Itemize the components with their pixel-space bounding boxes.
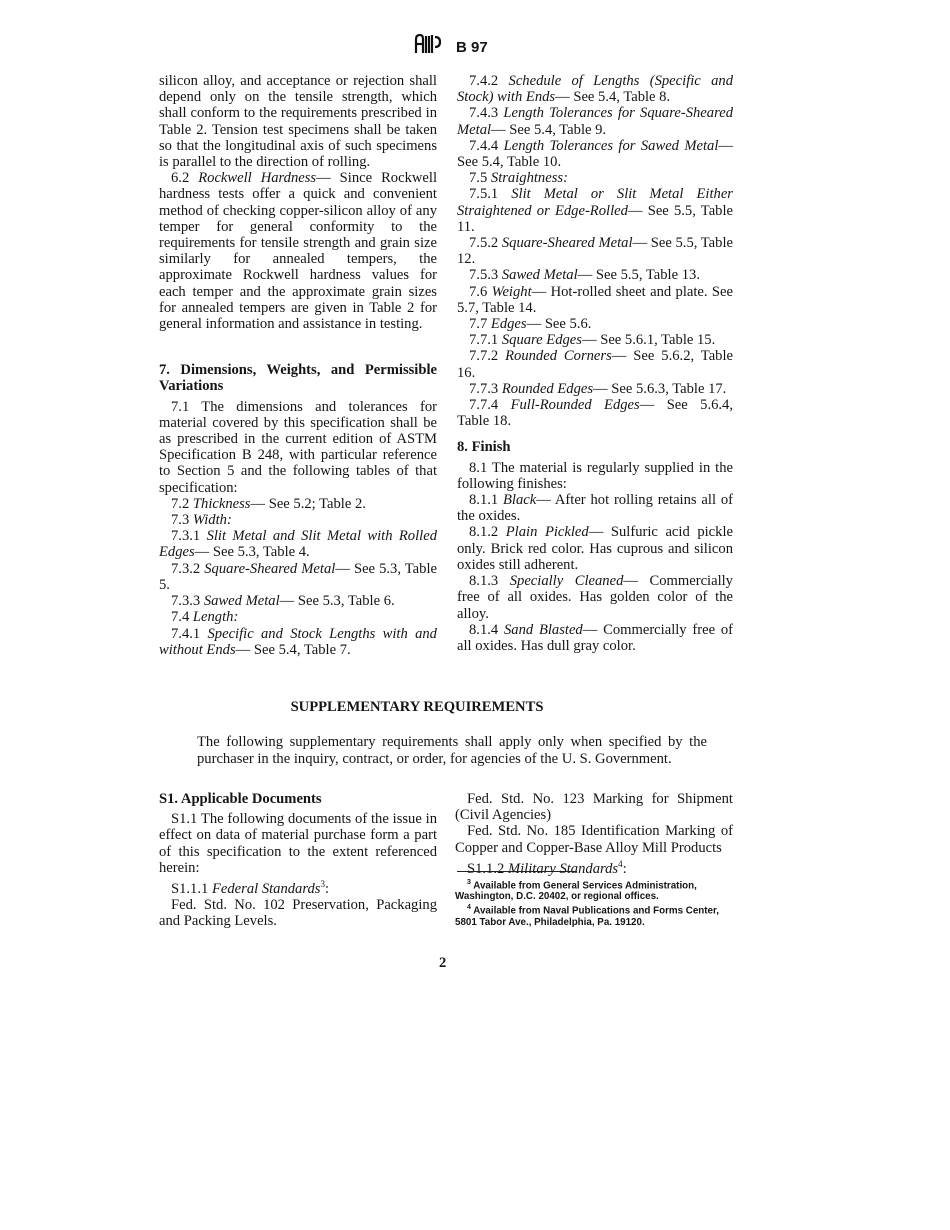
footnote-3: $^3$ Available from General Services Administration, Washington, D.C. 20402, or regional offices.: [455, 879, 697, 903]
paragraph-8-1-4: 8.1.4 Sand Blasted— Commercially free of all oxides. Has dull gray color.: [457, 621, 733, 654]
paragraph-7-1: 7.1 The dimensions and tolerances for material covered by this specification shall be as prescribed in the current edition of ASTM Specification B 248, with particular reference to Section 5 and the following tables of that specification:: [159, 398, 437, 496]
footnote-4: $^4$ Available from Naval Publications and Forms Center, 5801 Tabor Ave., Philadelphia, Pa. 19120.: [455, 904, 719, 928]
paragraph-7-2: 7.2 Thickness— See 5.2; Table 2.: [171, 495, 366, 512]
paragraph-7-4-4: 7.4.4 Length Tolerances for Sawed Metal— See 5.4, Table 10.: [457, 137, 733, 171]
paragraph-7-3-2: 7.3.2 Square-Sheared Metal— See 5.3, Table 5.: [159, 560, 437, 593]
paragraph-7-6: 7.6 Weight— Hot-rolled sheet and plate. See 5.7, Table 14.: [457, 283, 733, 316]
paragraph-6-1-cont: silicon alloy, and acceptance or rejection shall depend only on the tensile strength, which shall conform to the requirements prescribed in Table 2. Tension test specimens shall be taken so that the longitudinal axis of such specimens is parallel to the direction of rolling.: [159, 73, 437, 171]
supplementary-heading: SUPPLEMENTARY REQUIREMENTS: [290, 699, 544, 715]
paragraph-7-7-1: 7.7.1 Square Edges— See 5.6.1, Table 15.: [469, 332, 716, 349]
paragraph-7-7: 7.7 Edges— See 5.6.: [469, 316, 592, 333]
left-column: [159, 73, 437, 658]
fed-std-123: Fed. Std. No. 123 Marking for Shipment (Civil Agencies): [455, 791, 733, 824]
paragraph-8-1-3: 8.1.3 Specially Cleaned— Commercially free of all oxides. Has golden color of the alloy.: [457, 573, 733, 622]
paragraph-8-1-2: 8.1.2 Plain Pickled— Sulfuric acid pickle only. Brick red color. Has cuprous and silicon oxides still adherent.: [457, 524, 733, 573]
paragraph-6-2: 6.2 Rockwell Hardness— Since Rockwell hardness tests offer a quick and convenient method of checking copper-silicon alloy of any temper for general conformity to the requirements for tensile strength and grain size similarly for annealed tempers, the approximate Rockwell hardness values for each temper and the approximate grain sizes for annealed tempers are given in Table 2 for general information and assistance in testing.: [159, 170, 438, 333]
astm-logo-icon: [413, 33, 443, 55]
supplementary-right-column: [455, 791, 733, 877]
paragraph-s1-1: S1.1 The following documents of the issue in effect on data of material purchase form a part of this specification to the extent referenced herein:: [159, 811, 437, 876]
paragraph-8-1: 8.1 The material is regularly supplied in the following finishes:: [457, 459, 733, 492]
footnote-rule: [457, 871, 577, 872]
page-number: 2: [439, 955, 447, 971]
supplementary-left-column: [159, 791, 437, 929]
fed-std-185: Fed. Std. No. 185 Identification Marking of Copper and Copper-Base Alloy Mill Products: [455, 823, 733, 856]
paragraph-7-4-1: 7.4.1 Specific and Stock Lengths with and without Ends— See 5.4, Table 7.: [159, 625, 437, 658]
paragraph-7-3: 7.3 Width:: [171, 512, 232, 529]
paragraph-7-5-2: 7.5.2 Square-Sheared Metal— See 5.5, Table 12.: [457, 235, 733, 268]
supplementary-intro: The following supplementary requirements shall apply only when specified by the purchaser in the inquiry, contract, or order, for agencies of the U. S. Government.: [197, 734, 707, 767]
paragraph-7-5: 7.5 Straightness:: [469, 170, 568, 187]
section-7-heading: 7. Dimensions, Weights, and Permissible Variations: [159, 362, 437, 395]
right-column: [457, 73, 733, 654]
astm-logo: [413, 33, 443, 55]
paragraph-s1-1-1: S1.1.1 Federal Standards$^3$:: [171, 879, 330, 897]
section-8-heading: 8. Finish: [457, 439, 511, 456]
paragraph-7-4-3: 7.4.3 Length Tolerances for Square-Sheared Metal— See 5.4, Table 9.: [457, 105, 733, 138]
paragraph-7-4-2: 7.4.2 Schedule of Lengths (Specific and Stock) with Ends— See 5.4, Table 8.: [457, 73, 733, 106]
paragraph-7-3-3: 7.3.3 Sawed Metal— See 5.3, Table 6.: [171, 593, 395, 610]
fed-std-102: Fed. Std. No. 102 Preservation, Packaging and Packing Levels.: [159, 897, 437, 930]
paragraph-7-7-3: 7.7.3 Rounded Edges— See 5.6.3, Table 17.: [469, 380, 727, 397]
paragraph-8-1-1: 8.1.1 Black— After hot rolling retains all of the oxides.: [457, 492, 733, 525]
paragraph-7-4: 7.4 Length:: [171, 609, 239, 626]
paragraph-7-7-4: 7.7.4 Full-Rounded Edges— See 5.6.4, Table 18.: [457, 397, 733, 430]
paragraph-7-5-1: 7.5.1 Slit Metal or Slit Metal Either Straightened or Edge-Rolled— See 5.5, Table 11.: [457, 186, 733, 235]
paragraph-s1-1-2: S1.1.2 Military Standards$^4$:: [467, 858, 627, 877]
paragraph-7-7-2: 7.7.2 Rounded Corners— See 5.6.2, Table 16.: [457, 348, 733, 381]
s1-heading: S1. Applicable Documents: [159, 791, 322, 807]
paragraph-7-3-1: 7.3.1 Slit Metal and Slit Metal with Rolled Edges— See 5.3, Table 4.: [159, 528, 437, 561]
designation: B 97: [456, 39, 488, 56]
paragraph-7-5-3: 7.5.3 Sawed Metal— See 5.5, Table 13.: [469, 267, 700, 284]
footnotes: [455, 877, 733, 928]
